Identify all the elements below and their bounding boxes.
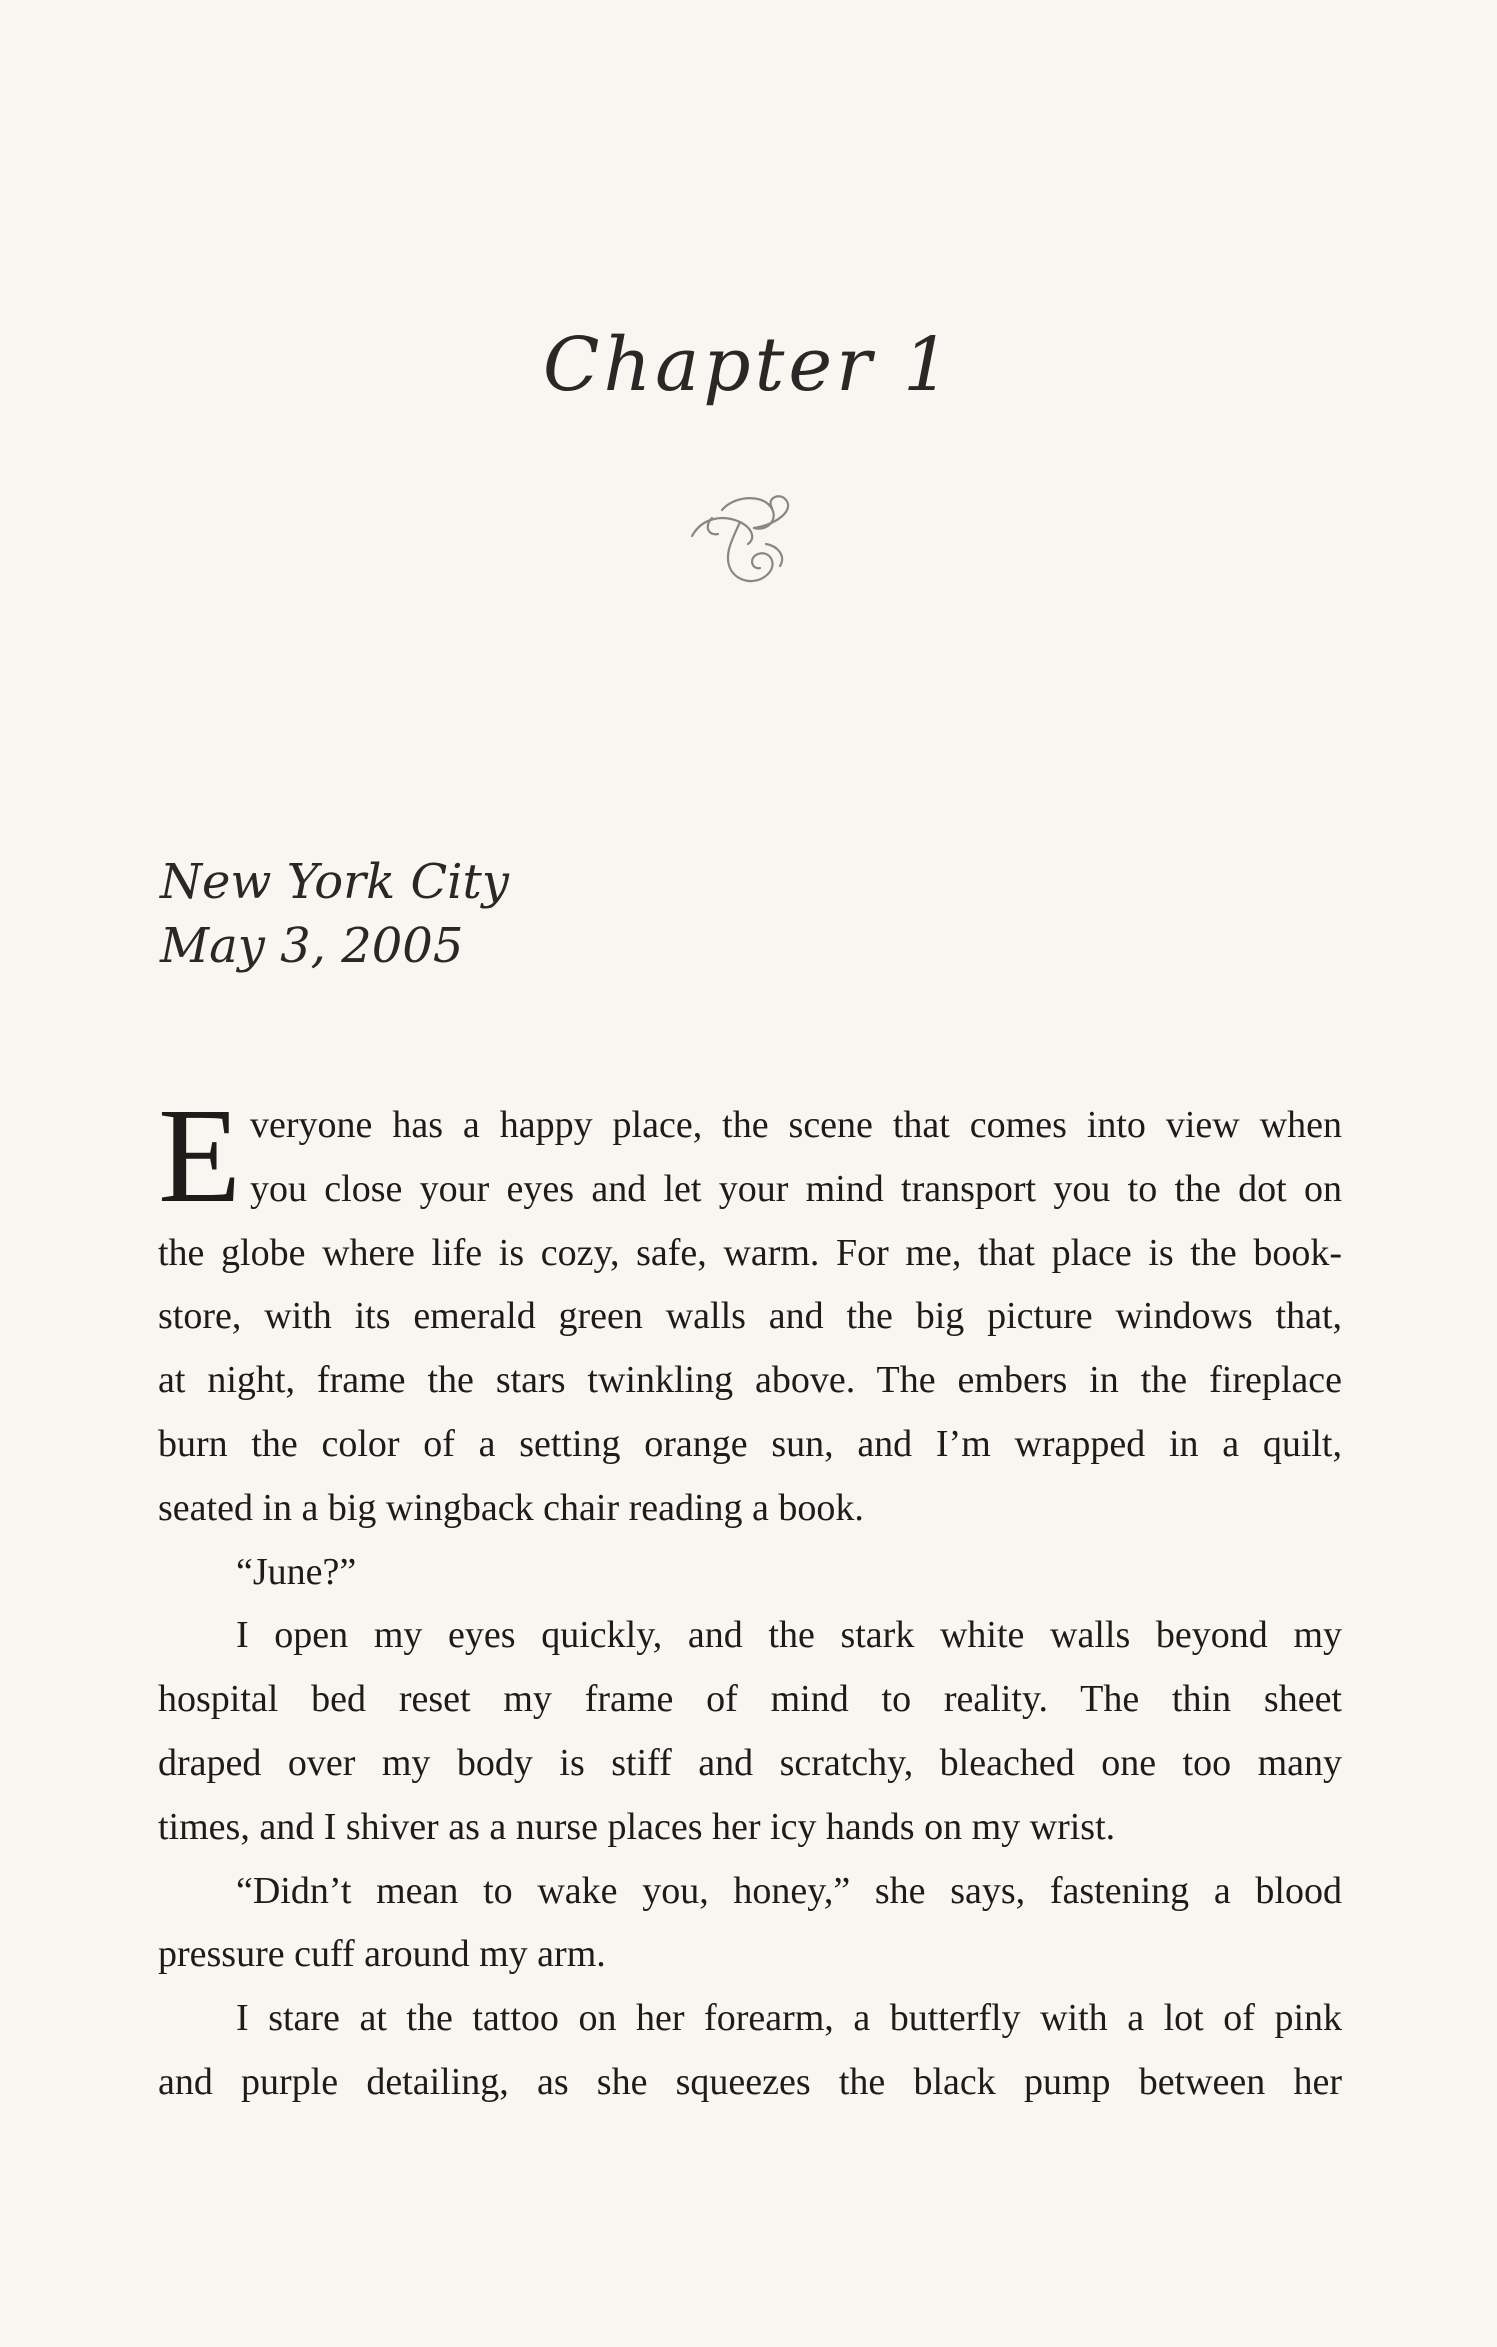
text-line: and purple detailing, as she squeezes the black pump between her [158, 2060, 1342, 2103]
text-line: hospital bed reset my frame of mind to reality. The thin sheet [158, 1678, 1342, 1721]
text-line: store, with its emerald green walls and the big picture windows that, [158, 1295, 1342, 1338]
paragraph-3 [158, 1604, 1342, 1859]
text-line: pressure cuff around my arm. [158, 1933, 606, 1976]
text-line: times, and I shiver as a nurse places her icy hands on my wrist. [158, 1805, 1116, 1848]
text-line: burn the color of a setting orange sun, and I’m wrapped in a quilt, [158, 1422, 1342, 1465]
text-line: at night, frame the stars twinkling above. The embers in the fireplace [158, 1359, 1342, 1402]
paragraph-2 [158, 1541, 1342, 1605]
text-line: “June?” [236, 1550, 357, 1593]
paragraph-1 [158, 1081, 1342, 1541]
text-line: draped over my body is stiff and scratchy, bleached one too many [158, 1741, 1342, 1784]
text-line: “Didn’t mean to wake you, honey,” she says, fastening a blood [236, 1869, 1342, 1912]
body-text [158, 1081, 1342, 2115]
date-line: May 3, 2005 [160, 918, 464, 974]
text-line: seated in a big wingback chair reading a book. [158, 1486, 864, 1529]
text-line: you close your eyes and let your mind transport you to the dot on [250, 1167, 1342, 1210]
place-name: New York City [160, 854, 509, 910]
paragraph-5 [158, 1987, 1342, 2115]
text-line: I stare at the tattoo on her forearm, a butterfly with a lot of pink [236, 1997, 1342, 2040]
text-line: veryone has a happy place, the scene that comes into view when [250, 1104, 1342, 1146]
flourish-ornament-icon [682, 488, 812, 598]
text-line: I open my eyes quickly, and the stark white walls beyond my [236, 1614, 1342, 1657]
chapter-title: Chapter 1 [542, 322, 955, 408]
setting-heading [160, 850, 509, 978]
drop-cap: E [158, 1081, 242, 1231]
text-line: the globe where life is cozy, safe, warm. For me, that place is the book- [158, 1231, 1342, 1274]
paragraph-4 [158, 1860, 1342, 1988]
